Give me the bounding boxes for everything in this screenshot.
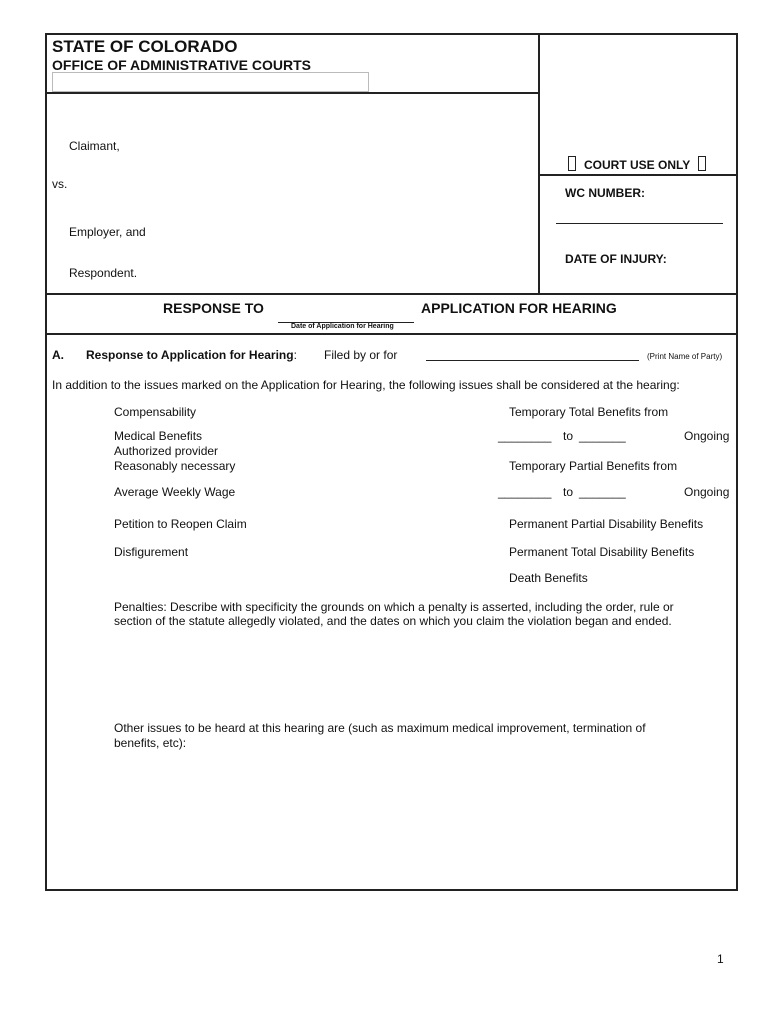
caption-bottom-rule <box>45 293 738 295</box>
penalties-line-2: section of the statute allegedly violated, and the dates on which you claim the violation began and ended. <box>114 614 672 628</box>
bracket-left-icon <box>568 156 576 171</box>
issue-disfigurement[interactable]: Disfigurement <box>114 545 189 559</box>
other-issues-line-1: Other issues to be heard at this hearing are (such as maximum medical improvement, termination of <box>114 721 646 735</box>
tpd-date-to-field[interactable]: _______ <box>579 485 626 499</box>
employer-label: Employer, and <box>69 225 146 239</box>
issue-authorized-provider[interactable]: Authorized provider <box>114 444 219 458</box>
tpd-date-from-field[interactable]: ________ <box>498 485 552 499</box>
issue-death-benefits[interactable]: Death Benefits <box>509 571 588 585</box>
ttd-to-label: to <box>563 429 574 443</box>
date-of-injury-label: DATE OF INJURY: <box>565 252 667 266</box>
other-issues-text-area[interactable] <box>114 754 704 879</box>
tpd-ongoing-option[interactable]: Ongoing <box>684 485 730 499</box>
issue-compensability[interactable]: Compensability <box>114 405 197 419</box>
response-to-title: RESPONSE TO <box>163 300 264 316</box>
ttd-date-from-field[interactable]: ________ <box>498 429 552 443</box>
issue-medical-benefits[interactable]: Medical Benefits <box>114 429 203 443</box>
section-a-heading: Response to Application for Hearing: <box>86 348 297 362</box>
tpd-to-label: to <box>563 485 574 499</box>
office-title: OFFICE OF ADMINISTRATIVE COURTS <box>52 57 311 73</box>
section-a-letter: A. <box>52 348 64 362</box>
state-title: STATE OF COLORADO <box>52 37 238 56</box>
header-rule <box>45 92 539 94</box>
party-name-field[interactable] <box>426 360 639 361</box>
issue-reasonably-necessary[interactable]: Reasonably necessary <box>114 459 236 473</box>
issue-average-weekly-wage[interactable]: Average Weekly Wage <box>114 485 236 499</box>
court-use-only-label: COURT USE ONLY <box>568 156 706 172</box>
bracket-right-icon <box>698 156 706 171</box>
issue-temporary-partial[interactable]: Temporary Partial Benefits from <box>509 459 678 473</box>
filed-by-label: Filed by or for <box>324 348 398 362</box>
issues-intro: In addition to the issues marked on the Application for Hearing, the following issues shall be considered at the hearing: <box>52 378 680 392</box>
court-use-rule <box>539 174 738 176</box>
wc-number-label: WC NUMBER: <box>565 186 645 200</box>
print-name-caption: (Print Name of Party) <box>647 352 723 361</box>
issue-permanent-total[interactable]: Permanent Total Disability Benefits <box>509 545 695 559</box>
page-number: 1 <box>717 952 724 966</box>
issue-permanent-partial[interactable]: Permanent Partial Disability Benefits <box>509 517 704 531</box>
claimant-label: Claimant, <box>69 139 120 153</box>
other-issues-line-2: benefits, etc): <box>114 736 187 750</box>
issue-temporary-total[interactable]: Temporary Total Benefits from <box>509 405 669 419</box>
ttd-ongoing-option[interactable]: Ongoing <box>684 429 730 443</box>
wc-number-field[interactable] <box>556 222 723 224</box>
vs-label: vs. <box>52 177 68 191</box>
penalties-line-1: Penalties: Describe with specificity the grounds on which a penalty is asserted, including the order, rule or <box>114 600 674 614</box>
issue-petition-reopen[interactable]: Petition to Reopen Claim <box>114 517 247 531</box>
penalties-text-area[interactable] <box>114 632 704 712</box>
caption-divider <box>538 33 540 295</box>
application-for-hearing-title: APPLICATION FOR HEARING <box>421 300 617 316</box>
ttd-date-to-field[interactable]: _______ <box>579 429 626 443</box>
court-address-field[interactable] <box>52 72 369 92</box>
respondent-label: Respondent. <box>69 266 138 280</box>
title-bottom-rule <box>45 333 738 335</box>
date-of-application-caption: Date of Application for Hearing <box>291 323 394 330</box>
